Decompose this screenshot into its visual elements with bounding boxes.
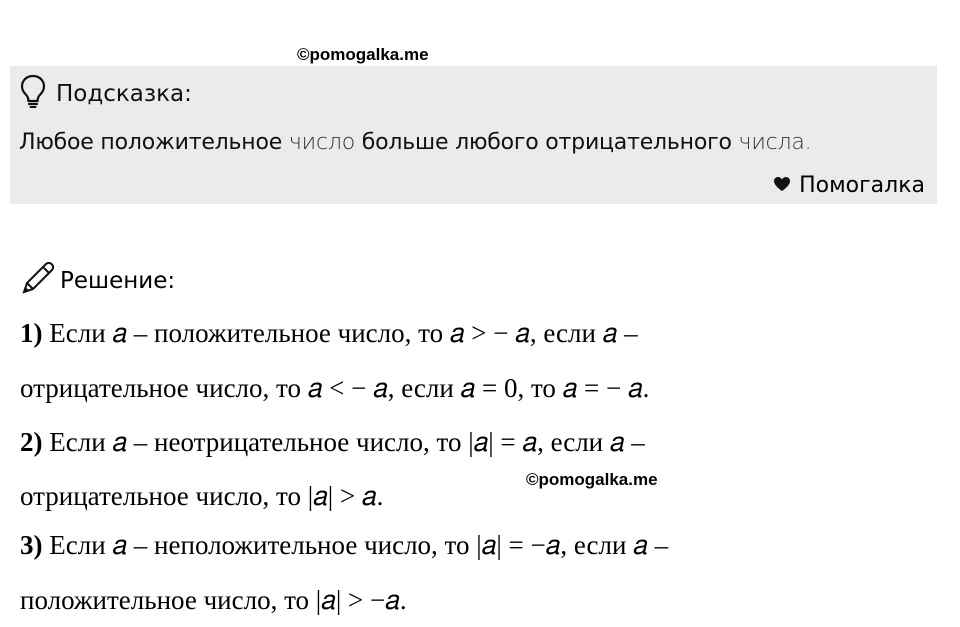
item-number: 3) [20,530,43,560]
line-text: отрицательное число, то |𝑎| > 𝑎. [20,481,384,511]
hint-box [10,66,937,204]
item-number: 1) [20,318,43,348]
watermark-top: ©pomogalka.me [297,45,429,64]
line-text: Если 𝑎 – неположительное число, то |𝑎| = −𝑎, если 𝑎 – [42,530,669,560]
line-text: Если 𝑎 – неотрицательное число, то |𝑎| = 𝑎, если 𝑎 – [42,427,645,457]
solution-header [20,260,175,301]
line-text: Если 𝑎 – положительное число, то 𝑎 > − 𝑎, если 𝑎 – [42,318,638,348]
watermark-middle: ©pomogalka.me [526,470,658,489]
hint-text-part4: числа. [738,130,812,155]
line-text: отрицательное число, то 𝑎 < − 𝑎, если 𝑎 = 0, то 𝑎 = − 𝑎. [20,373,650,403]
lightbulb-icon [20,74,46,113]
solution-line-2 [20,373,649,405]
solution-line-5 [20,530,668,562]
hint-header [20,74,192,113]
heart-icon [773,173,791,198]
pencil-icon [20,260,56,301]
signature-text: Помогалка [799,173,925,198]
hint-signature [773,173,925,198]
hint-text-part2: число [288,130,355,155]
solution-line-3 [20,427,645,459]
hint-text-part3: больше любого отрицательного [361,130,732,155]
solution-line-4 [20,481,383,513]
line-text: положительное число, то |𝑎| > −𝑎. [20,585,407,615]
solution-line-1 [20,318,638,350]
hint-title: Подсказка: [56,80,192,107]
hint-text-part1: Любое положительное [19,130,283,155]
hint-text [19,130,811,155]
item-number: 2) [20,427,43,457]
solution-line-6 [20,585,407,617]
solution-title: Решение: [60,267,176,294]
